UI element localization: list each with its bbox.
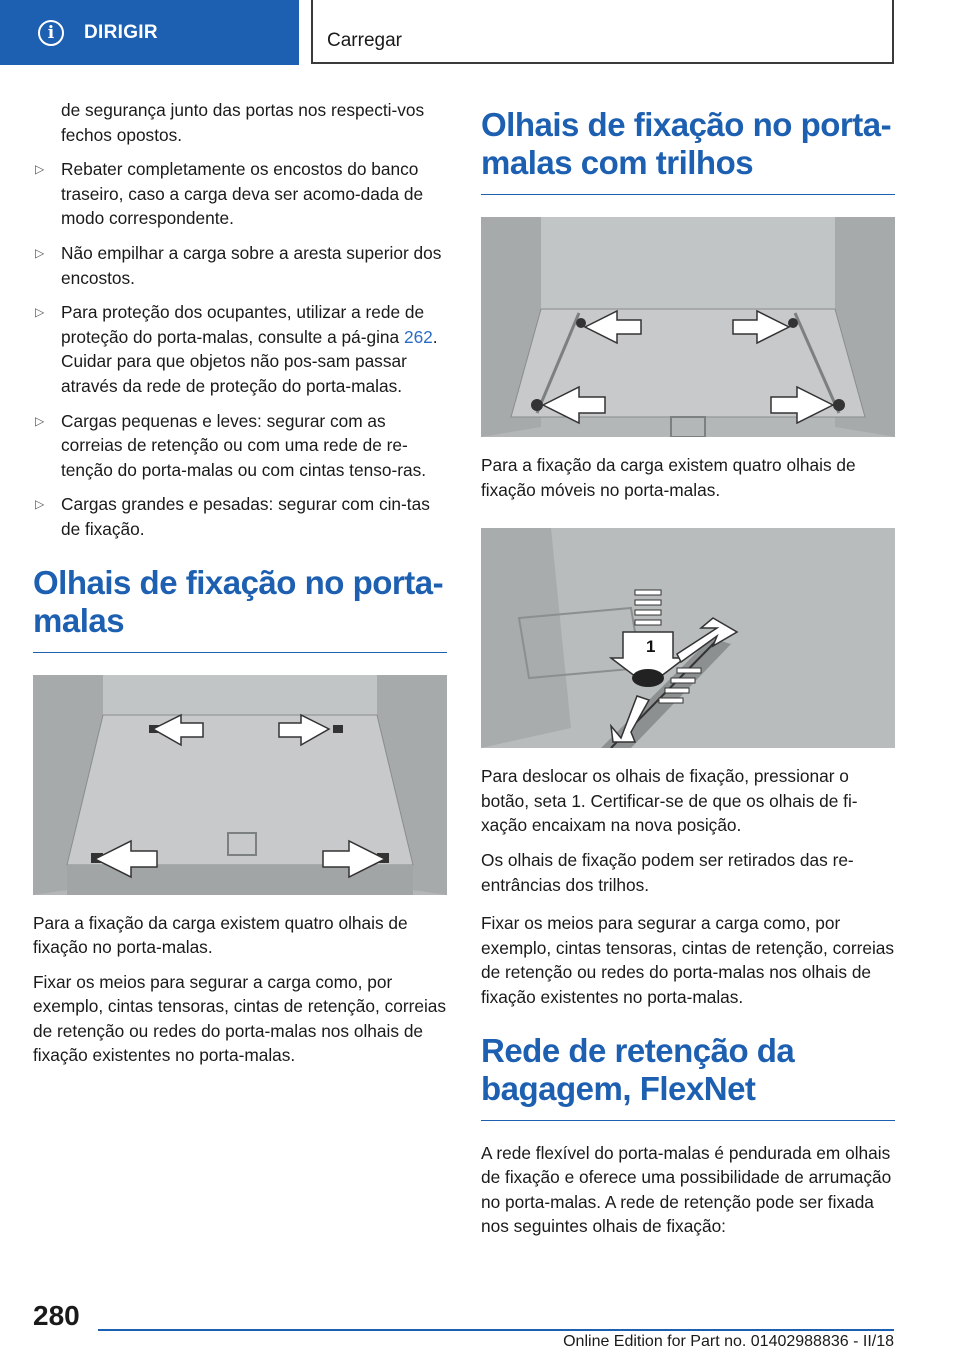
triangle-bullet-icon: ▷	[35, 245, 45, 260]
paragraph: Fixar os meios para segurar a carga como, por exemplo, cintas tensoras, cintas de retenção, correias de retenção ou redes do porta-malas nos olhais de fixação existentes no porta-malas.	[33, 971, 447, 1066]
triangle-bullet-icon: ▷	[35, 162, 45, 177]
list-item: ▷ Cargas pequenas e leves: segurar com as correias de retenção ou com uma rede de re-tenção do porta-malas ou com cintas tenso-ras.	[35, 410, 427, 480]
list-item: ▷ Não empilhar a carga sobre a aresta superior dos encostos.	[35, 242, 442, 288]
footer-divider	[98, 1329, 894, 1331]
page-link[interactable]: 262	[403, 326, 433, 347]
triangle-bullet-icon: ▷	[35, 305, 45, 320]
edition-footer: Online Edition for Part no. 01402988836 - II/18	[563, 1333, 894, 1350]
trunk-rails-figure	[481, 217, 895, 437]
intro-continuation: de segurança junto das portas nos respecti-vos fechos opostos.	[61, 100, 425, 145]
callout-number: 1	[646, 637, 656, 657]
list-item: ▷ Cargas grandes e pesadas: segurar com cin-tas de fixação.	[35, 494, 430, 539]
left-column	[33, 98, 447, 1078]
paragraph: Para a fixação da carga existem quatro olhais de fixação no porta-malas.	[33, 912, 408, 958]
list-item: ▷ Rebater completamente os encostos do banco traseiro, caso a carga deva ser acomo-dada de modo correspondente.	[35, 159, 424, 229]
section-tab[interactable]	[0, 0, 299, 65]
section-heading: Olhais de fixação no porta-malas	[33, 564, 447, 653]
paragraph: A rede flexível do porta-malas é pendurada em olhais de fixação e oferece uma possibilidade de arrumação no porta-malas. A rede de retenção pode ser fixada nos seguintes olhais de fixação:	[481, 1142, 892, 1237]
rail-detail-figure	[481, 528, 895, 748]
chapter-header	[311, 0, 894, 64]
list-item: ▷ Para proteção dos ocupantes, utilizar a rede de proteção do porta-malas, consulte a pá-gina 262. Cuidar para que objetos não pos-sam passar através da rede de proteção do porta-malas.	[35, 302, 438, 396]
trunk-figure	[33, 675, 447, 895]
triangle-bullet-icon: ▷	[35, 497, 45, 512]
paragraph: Para a fixação da carga existem quatro olhais de fixação móveis no porta-malas.	[481, 455, 856, 500]
chapter-label: Carregar	[327, 30, 402, 51]
info-icon: i	[38, 20, 64, 46]
paragraph: Para deslocar os olhais de fixação, pressionar o botão, seta 1. Certificar-se de que os olhais de fi-xação encaixam na nova posição.	[481, 766, 858, 836]
page-number: 280	[33, 1300, 80, 1331]
paragraph: Os olhais de fixação podem ser retirados das re-entrâncias dos trilhos.	[481, 849, 854, 895]
section-heading: Rede de retenção da bagagem, FlexNet	[481, 1032, 895, 1121]
right-column	[481, 98, 895, 1249]
section-heading: Olhais de fixação no porta-malas com trilhos	[481, 106, 895, 195]
section-label: DIRIGIR	[84, 21, 158, 43]
triangle-bullet-icon: ▷	[35, 413, 45, 428]
paragraph: Fixar os meios para segurar a carga como, por exemplo, cintas tensoras, cintas de retenção, correias de retenção ou redes do porta-malas nos olhais de fixação existentes no porta-malas.	[481, 913, 895, 1007]
